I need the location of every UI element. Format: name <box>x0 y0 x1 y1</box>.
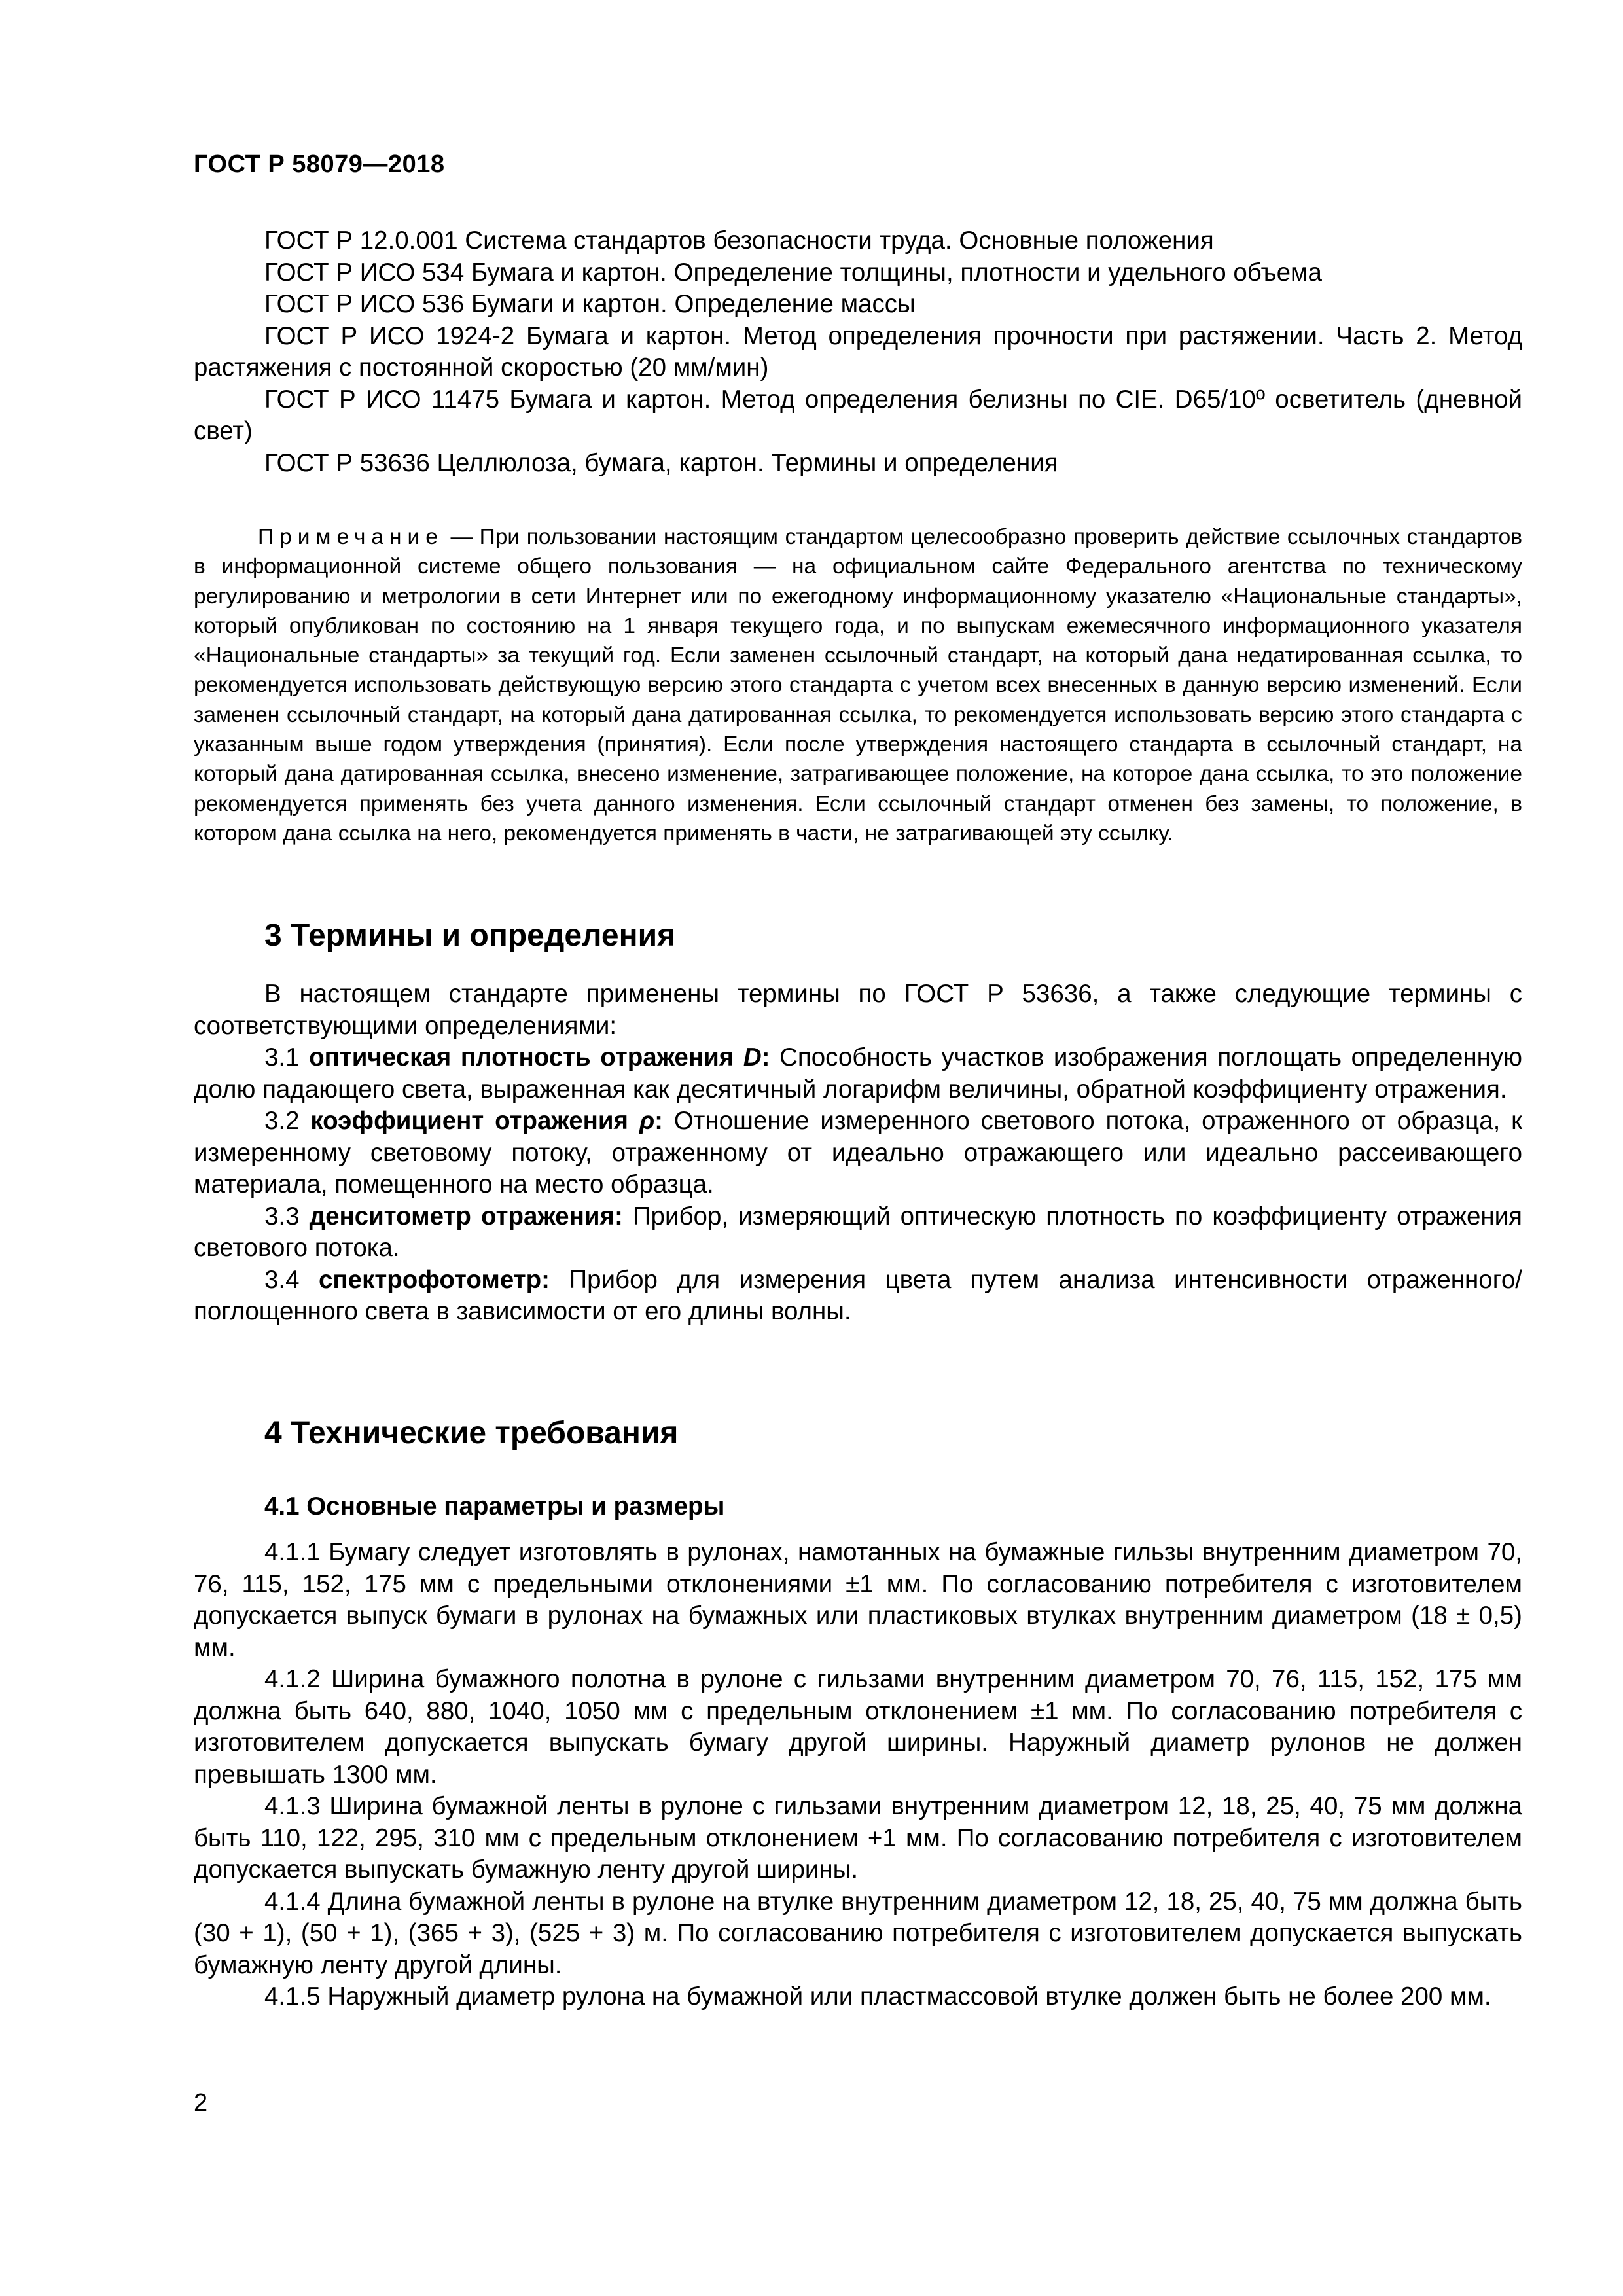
term-definition <box>194 1201 1522 1265</box>
term-name: оптическая плотность отражения <box>309 1043 743 1071</box>
section-3-title: 3 Термины и определения <box>264 918 676 953</box>
term-number: 3.1 <box>264 1043 310 1071</box>
section-3-intro: В настоящем стандарте применены термины по ГОСТ Р 53636, а также следующие термины с соответствующими определениями: <box>194 980 1522 1040</box>
section-4-body <box>194 1537 1522 2013</box>
term-symbol: ρ <box>639 1107 655 1135</box>
reference-item: ГОСТ Р ИСО 536 Бумаги и картон. Определение массы <box>264 290 916 318</box>
requirement-paragraph: 4.1.2 Ширина бумажного полотна в рулоне с гильзами внутренним диаметром 70, 76, 115, 152, 175 мм должна быть 640, 880, 1040, 1050 мм с предельным отклонением ±1 мм. По согласованию потребителя с изготовителем допускается выпускать бумагу другой ширины. Наружный диаметр рулонов не должен превышать 1300 мм. <box>194 1665 1522 1789</box>
requirement-paragraph: 4.1.1 Бумагу следует изготовлять в рулонах, намотанных на бумажные гильзы внутренним диаметром 70, 76, 115, 152, 175 мм с предельными отклонениями ±1 мм. По согласованию потребителя с изготовителем допускается выпуск бумаги в рулонах на бумажных или пластиковых втулках внутренним диаметром (18 ± 0,5) мм. <box>194 1538 1522 1662</box>
reference-item: ГОСТ Р 53636 Целлюлоза, бумага, картон. Термины и определения <box>264 448 1058 477</box>
term-number: 3.3 <box>264 1202 310 1230</box>
term-definition <box>194 1265 1522 1328</box>
requirement-paragraph: 4.1.4 Длина бумажной ленты в рулоне на втулке внутренним диаметром 12, 18, 25, 40, 75 мм должна быть (30 + 1), (50 + 1), (365 + 3), (525 + 3) м. По согласованию потребителя с изготовителем допускается выпускать бумажную ленту другой длины. <box>194 1887 1522 1979</box>
reference-item: ГОСТ Р ИСО 534 Бумага и картон. Определение толщины, плотности и удельного объема <box>264 258 1322 287</box>
reference-item: ГОСТ Р 12.0.001 Система стандартов безопасности труда. Основные положения <box>264 226 1214 255</box>
term-number: 3.4 <box>264 1265 319 1294</box>
term-symbol: D <box>743 1043 762 1071</box>
term-text: Отношение измеренного светового потока, отраженного от образца, к измеренному световому потоку, отраженному от идеально отражающего или идеально рассеивающего материала, помещенного на место образца. <box>194 1107 1522 1198</box>
term-name: денситометр отражения: <box>309 1202 623 1230</box>
reference-item: ГОСТ Р ИСО 1924-2 Бумага и картон. Метод определения прочности при растяжении. Часть 2. Метод растяжения с постоянной скоростью (20 мм/мин) <box>194 321 1522 382</box>
term-number: 3.2 <box>264 1107 311 1135</box>
term-definition <box>194 1042 1522 1105</box>
term-colon: : <box>761 1043 770 1071</box>
note-paragraph <box>194 522 1522 848</box>
reference-item: ГОСТ Р ИСО 11475 Бумага и картон. Метод определения белизны по CIE. D65/10º осветитель (дневной свет) <box>194 385 1522 445</box>
section-3-body <box>194 978 1522 1328</box>
term-definition <box>194 1105 1522 1201</box>
requirement-paragraph: 4.1.5 Наружный диаметр рулона на бумажной или пластмассовой втулке должен быть не более 200 мм. <box>264 1982 1491 2011</box>
term-colon: : <box>654 1107 663 1135</box>
term-name: коэффициент отражения <box>310 1107 639 1135</box>
note-label: Примечание <box>258 525 444 549</box>
term-text: Способность участков изображения поглощать определенную долю падающего света, выраженная как десятичный логарифм величины, обратной коэффициенту отражения. <box>194 1043 1523 1103</box>
requirement-paragraph: 4.1.3 Ширина бумажной ленты в рулоне с гильзами внутренним диаметром 12, 18, 25, 40, 75 мм должна быть 110, 122, 295, 310 мм с предельным отклонением +1 мм. По согласованию потребителя с изготовителем допускается выпускать бумажную ленту другой ширины. <box>194 1792 1522 1884</box>
standard-header: ГОСТ Р 58079—2018 <box>194 151 445 178</box>
subsection-4-1-title: 4.1 Основные параметры и размеры <box>264 1492 725 1520</box>
note-text: — При пользовании настоящим стандартом целесообразно проверить действие ссылочных стандартов в информационной системе общего пользования — на официальном сайте Федерального агентства по техническому регулированию и метрологии в сети Интернет или по ежегодному информационному указателю «Национальные стандарты», который опубликован по состоянию на 1 января текущего года, и по выпускам ежемесячного информационного указателя «Национальные стандарты» за текущий год. Если заменен ссылочный стандарт, на который дана недатированная ссылка, то рекомендуется использовать действующую версию этого стандарта с учетом всех внесенных в данную версию изменений. Если заменен ссылочный стандарт, на который дана датированная ссылка, то рекомендуется использовать версию этого стандарта с указанным выше годом утверждения (принятия). Если после утверждения настоящего стандарта в ссылочный стандарт, на который дана датированная ссылка, внесено изменение, затрагивающее положение, на которое дана ссылка, то это положение рекомендуется применять без учета данного изменения. Если ссылочный стандарт отменен без замены, то положение, в котором дана ссылка на него, рекомендуется применять в части, не затрагивающей эту ссылку. <box>194 525 1522 846</box>
section-4-title: 4 Технические требования <box>264 1416 679 1450</box>
term-name: спектрофотометр: <box>319 1265 550 1294</box>
normative-references <box>194 225 1522 479</box>
term-text: Прибор для измерения цвета путем анализа интенсивности отраженного/поглощенного света в зависимости от его длины волны. <box>194 1265 1522 1325</box>
term-text: Прибор, измеряющий оптическую плотность по коэффициенту отражения светового потока. <box>194 1202 1522 1262</box>
page-number: 2 <box>194 2089 208 2117</box>
